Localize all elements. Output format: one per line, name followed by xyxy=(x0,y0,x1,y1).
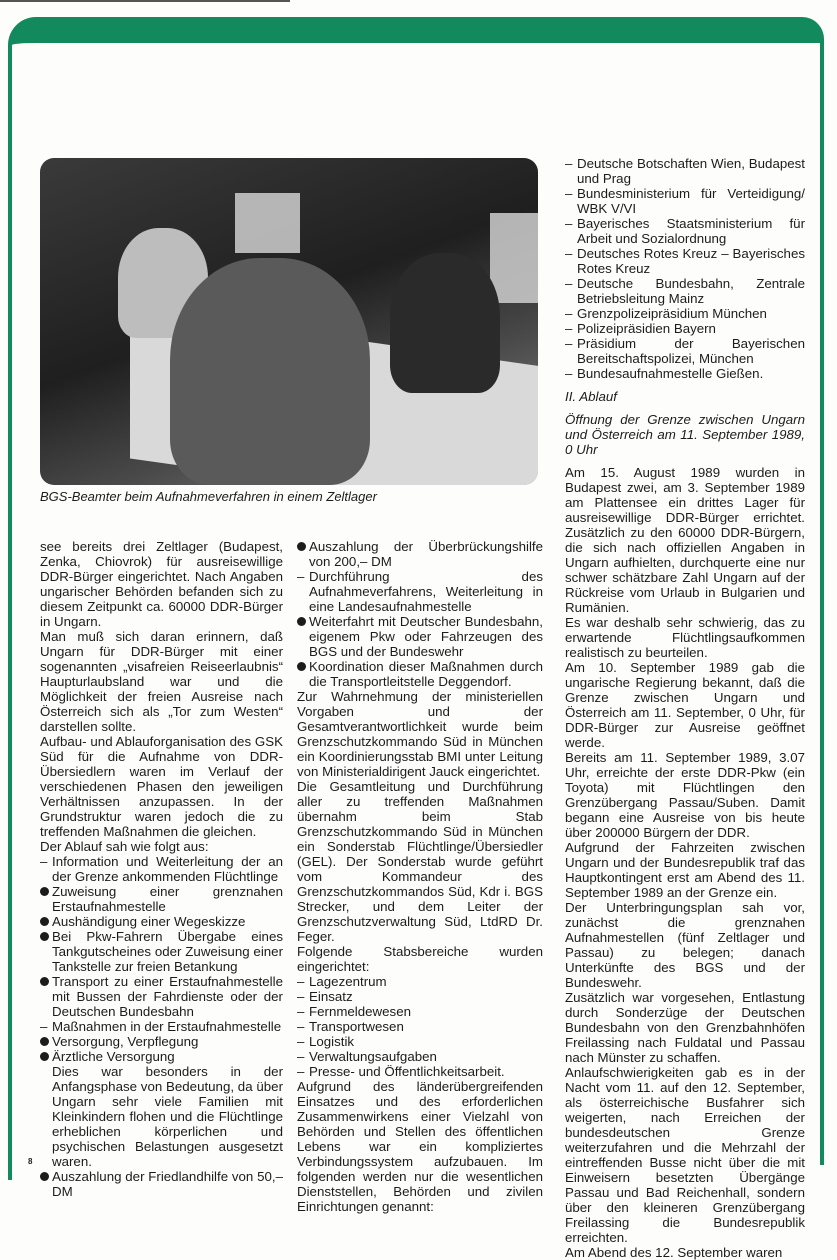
block-text: Bayerisches Staatsministerium für Arbeit und Sozialordnung xyxy=(577,216,805,246)
block-text: II. Ablauf xyxy=(565,389,617,404)
section-heading xyxy=(565,412,805,457)
block-text: Aufgrund des länderübergreifenden Einsatzes und des erforderlichen Zusammenwirkens einer Vielzahl von Behörden und Stellen des öffentlichen Lebens war ein kompliziertes Verbindungssystem aufzubauen. Im folgenden werden nur die wesentlichen Dienststellen, Behörden und zivilen Einrichtungen genannt: xyxy=(297,1079,543,1214)
list-item xyxy=(40,1034,283,1049)
block-text: Bundesministerium für Verteidigung/ WBK V/VI xyxy=(577,186,805,216)
bullet-icon xyxy=(40,917,49,926)
block-text: Grenzpolizeipräsidium München xyxy=(577,306,767,321)
scan-edge xyxy=(0,0,290,2)
list-item xyxy=(40,1169,283,1199)
list-item xyxy=(297,1019,543,1034)
bullet-icon xyxy=(40,1172,49,1181)
paragraph xyxy=(297,944,543,974)
block-text: Anlaufschwierigkeiten gab es in der Nacht vom 11. auf den 12. September, als österreichische Busfahrer sich weigerten, nach Erreichen der bundesdeutschen Grenze weiterzufahren und die Mehrzahl der eintreffenden Busse nicht über die mit Einweisern besetzten Übergänge Passau und Bad Reichenhall, sondern über den kleineren Grenzübergang Freilassing die Bundesrepublik erreichten. xyxy=(565,1065,805,1245)
list-item xyxy=(565,276,805,306)
block-text: Deutsche Botschaften Wien, Budapest und Prag xyxy=(577,156,805,186)
paragraph xyxy=(297,779,543,944)
block-text: Folgende Stabsbereiche wurden eingerichtet: xyxy=(297,944,543,974)
block-text: Aushändigung einer Wegeskizze xyxy=(52,914,246,929)
paragraph xyxy=(565,900,805,990)
text-column-1 xyxy=(40,539,283,1199)
bullet-icon xyxy=(40,1052,49,1061)
section-heading xyxy=(565,389,805,404)
block-text: Dies war besonders in der Anfangsphase von Bedeutung, da über Ungarn sehr viele Familien mit Kleinkindern flohen und die Flüchtlinge erheblichen körperlichen und psychischen Belastungen ausgesetzt waren. xyxy=(52,1064,283,1169)
block-text: Der Unterbringungsplan sah vor, zunächst die grenznahen Aufnahmestellen (fünf Zeltlager und Passau) zu belegen; danach Unterkünfte des BGS und der Bundeswehr. xyxy=(565,900,805,990)
paragraph xyxy=(565,840,805,900)
block-text: Am 15. August 1989 wurden in Budapest zwei, am 3. September 1989 am Plattensee ein drittes Lager für ausreisewillige DDR-Bürger errichtet. Zusätzlich zu den 60000 DDR-Bürgern, die sich nach offiziellen Angaben in Ungarn aufhielten, durchquerte eine nur schwer schätzbare Zahl Ungarn auf der Rückreise vom Urlaub in Bulgarien und Rumänien. xyxy=(565,465,805,615)
block-text: Lagezentrum xyxy=(309,974,387,989)
paragraph xyxy=(565,660,805,750)
photo-person xyxy=(390,253,500,393)
list-item xyxy=(297,569,543,614)
paragraph xyxy=(565,1065,805,1245)
block-text: Logistik xyxy=(309,1034,355,1049)
block-text: Am 10. September 1989 gab die ungarische Regierung bekannt, daß die Grenze zwischen Ungarn und Österreich am 11. September, 0 Uhr, für DDR-Bürger zur Ausreise geöffnet werde. xyxy=(565,660,805,750)
list-item xyxy=(297,1004,543,1019)
list-item xyxy=(297,1049,543,1064)
list-item xyxy=(565,321,805,336)
block-text: Der Ablauf sah wie folgt aus: xyxy=(40,839,209,854)
list-item xyxy=(297,614,543,659)
paragraph xyxy=(565,1245,805,1260)
block-text: Zuweisung einer grenznahen Erstaufnahmestelle xyxy=(52,884,283,914)
block-text: Polizeipräsidien Bayern xyxy=(577,321,716,336)
block-text: Weiterfahrt mit Deutscher Bundesbahn, eigenem Pkw oder Fahrzeugen des BGS und der Bundeswehr xyxy=(309,614,543,659)
paragraph xyxy=(40,539,283,629)
bullet-icon xyxy=(297,662,306,671)
block-text: Es war deshalb sehr schwierig, das zu erwartende Flüchtlingsaufkommen realistisch zu beurteilen. xyxy=(565,615,805,660)
photo-caption: BGS-Beamter beim Aufnahmeverfahren in einem Zeltlager xyxy=(40,489,377,504)
block-text: Die Gesamtleitung und Durchführung aller zu treffenden Maßnahmen übernahm beim Stab Grenzschutzkommando Süd in München ein Sonderstab Flüchtlinge/Übersiedler (GEL). Der Sonderstab wurde geführt vom Kommandeur des Grenzschutzkommandos Süd, Kdr i. BGS Strecker, und dem Leiter der Grenzschutzverwaltung Süd, LtdRD Dr. Feger. xyxy=(297,779,543,944)
list-item xyxy=(565,306,805,321)
list-item xyxy=(40,1049,283,1064)
block-text: see bereits drei Zeltlager (Budapest, Zenka, Chiovrok) für ausreisewillige DDR-Bürger eingerichtet. Nach Angaben ungarischer Behörden befanden sich zu diesem Zeitpunkt ca. 60000 DDR-Bürger in Ungarn. xyxy=(40,539,283,629)
list-item xyxy=(297,989,543,1004)
block-text: Auszahlung der Überbrückungshilfe von 200,– DM xyxy=(309,539,543,569)
block-text: Zur Wahrnehmung der ministeriellen Vorgaben und der Gesamtverantwortlichkeit wurde beim Grenzschutzkommando Süd in München ein Koordinierungsstab BMI unter Leitung von Ministerialdirigent Jauck eingerichtet. xyxy=(297,689,543,779)
block-text: Durchführung des Aufnahmeverfahrens, Weiterleitung in eine Landesaufnahmestelle xyxy=(309,569,543,614)
green-frame-left xyxy=(8,70,12,1180)
block-text: Öffnung der Grenze zwischen Ungarn und Österreich am 11. September 1989, 0 Uhr xyxy=(565,412,805,457)
block-text: Aufgrund der Fahrzeiten zwischen Ungarn und der Bundesrepublik traf das Hauptkontingent erst am Abend des 11. September 1989 an der Grenze ein. xyxy=(565,840,805,900)
block-text: Versorgung, Verpflegung xyxy=(52,1034,199,1049)
list-item xyxy=(565,186,805,216)
list-item xyxy=(40,884,283,914)
bullet-icon xyxy=(297,617,306,626)
paragraph xyxy=(565,615,805,660)
list-item xyxy=(297,974,543,989)
text-column-3 xyxy=(565,156,805,1260)
list-item xyxy=(565,246,805,276)
list-item xyxy=(565,156,805,186)
list-item xyxy=(565,366,805,381)
text-column-2 xyxy=(297,539,543,1214)
block-text: Präsidium der Bayerischen Bereitschaftspolizei, München xyxy=(577,336,805,366)
block-text: Information und Weiterleitung der an der Grenze ankommenden Flüchtlinge xyxy=(52,854,283,884)
list-item xyxy=(297,539,543,569)
block-text: Ärztliche Versorgung xyxy=(52,1049,175,1064)
photo-person xyxy=(170,258,370,485)
block-text: Deutsches Rotes Kreuz – Bayerisches Rotes Kreuz xyxy=(577,246,805,276)
list-item xyxy=(297,1034,543,1049)
bullet-icon xyxy=(297,542,306,551)
list-item xyxy=(40,974,283,1019)
photo-window xyxy=(490,213,538,303)
block-text: Transport zu einer Erstaufnahmestelle mit Bussen der Fahrdienste oder der Deutschen Bundesbahn xyxy=(52,974,283,1019)
list-item xyxy=(40,854,283,884)
list-item xyxy=(565,336,805,366)
paragraph xyxy=(297,689,543,779)
list-item xyxy=(297,659,543,689)
list-item xyxy=(40,929,283,974)
list-item xyxy=(40,1064,283,1169)
bullet-icon xyxy=(40,977,49,986)
paragraph xyxy=(40,734,283,839)
block-text: Maßnahmen in der Erstaufnahmestelle xyxy=(52,1019,282,1034)
green-frame-top xyxy=(8,17,824,77)
block-text: Am Abend des 12. September waren xyxy=(565,1245,783,1260)
block-text: Bei Pkw-Fahrern Übergabe eines Tankgutscheines oder Zuweisung einer Tankstelle zur freien Betankung xyxy=(52,929,283,974)
block-text: Verwaltungsaufgaben xyxy=(309,1049,437,1064)
block-text: Zusätzlich war vorgesehen, Entlastung durch Sonderzüge der Deutschen Bundesbahn von den Grenzbahnhöfen Freilassing nach Fuldatal und Passau nach Münster zu schaffen. xyxy=(565,990,805,1065)
block-text: Presse- und Öffentlichkeitsarbeit. xyxy=(309,1064,505,1079)
paragraph xyxy=(565,465,805,615)
paragraph xyxy=(40,629,283,734)
bullet-icon xyxy=(40,1037,49,1046)
block-text: Bundesaufnahmestelle Gießen. xyxy=(577,366,764,381)
paragraph xyxy=(297,1079,543,1214)
block-text: Aufbau- und Ablauforganisation des GSK Süd für die Aufnahme von DDR-Übersiedlern waren im Verlauf der verschiedenen Phasen den jeweiligen Verhältnissen anzupassen. In der Grundstruktur waren jedoch die zu treffenden Maßnahmen die gleichen. xyxy=(40,734,283,839)
bullet-icon xyxy=(40,932,49,941)
block-text: Auszahlung der Friedlandhilfe von 50,– DM xyxy=(52,1169,283,1199)
list-item xyxy=(40,1019,283,1034)
paragraph xyxy=(565,990,805,1065)
paragraph xyxy=(40,839,283,854)
page-number: 8 xyxy=(28,1157,33,1166)
block-text: Fernmeldewesen xyxy=(309,1004,411,1019)
list-item xyxy=(40,914,283,929)
list-item xyxy=(565,216,805,246)
block-text: Deutsche Bundesbahn, Zentrale Betriebsleitung Mainz xyxy=(577,276,805,306)
block-text: Man muß sich daran erinnern, daß Ungarn für DDR-Bürger mit einer sogenannten „visafreien Reiseerlaubnis“ Haupturlaubsland war und die Möglichkeit der freien Ausreise nach Österreich sich als „Tor zum Westen“ darstellen sollte. xyxy=(40,629,283,734)
photo-tent-registration xyxy=(40,158,538,485)
block-text: Bereits am 11. September 1989, 3.07 Uhr, erreichte der erste DDR-Pkw (ein Toyota) mit Flüchtlingen den Grenzübergang Passau/Suben. Damit begann eine Ausreise von bis heute über 200000 Bürgern der DDR. xyxy=(565,750,805,840)
block-text: Transportwesen xyxy=(309,1019,404,1034)
green-frame-right xyxy=(820,70,824,1165)
paragraph xyxy=(565,750,805,840)
block-text: Koordination dieser Maßnahmen durch die Transportleitstelle Deggendorf. xyxy=(309,659,543,689)
bullet-icon xyxy=(40,887,49,896)
photo-window xyxy=(235,193,300,253)
block-text: Einsatz xyxy=(309,989,353,1004)
list-item xyxy=(297,1064,543,1079)
